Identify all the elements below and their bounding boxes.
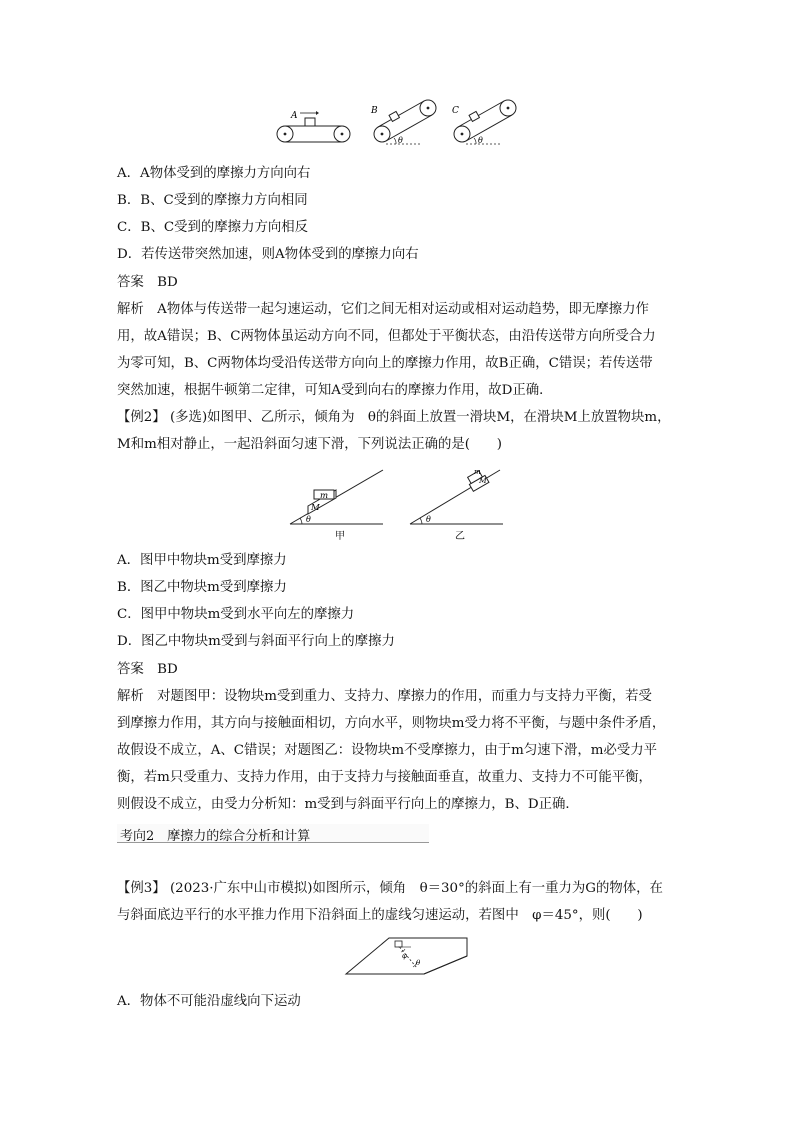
section-heading-text: 考向2 摩擦力的综合分析和计算 xyxy=(120,829,311,844)
ex2-stem-line-1: 【例2】 (多选)如图甲、乙所示，倾角为 θ的斜面上放置一滑块M，在滑块M上放置物块m， xyxy=(117,410,671,425)
ex2-stem-line-2: M和m相对静止，一起沿斜面匀速下滑，下列说法正确的是( ) xyxy=(117,437,503,452)
ex3-option-a: A．物体不可能沿虚线向下运动 xyxy=(117,994,301,1009)
ex2-analysis-line-1: 解析 对题图甲：设物块m受到重力、支持力、摩擦力的作用，而重力与支持力平衡，若受 xyxy=(117,689,652,704)
ex2-option-d: D．图乙中物块m受到与斜面平行向上的摩擦力 xyxy=(117,634,395,649)
ex2-analysis-line-4: 衡，若m只受重力、支持力作用，由于支持力与接触面垂直，故重力、支持力不可能平衡， xyxy=(117,770,652,785)
conveyor-figure xyxy=(270,96,530,148)
jia-caption: 甲 xyxy=(335,531,345,542)
q1-option-b: B．B、C受到的摩擦力方向相同 xyxy=(117,193,308,208)
ex2-option-c: C．图甲中物块m受到水平向左的摩擦力 xyxy=(117,607,355,622)
figure-yi xyxy=(410,468,503,542)
ex3-stem-line-1: 【例3】 (2023·广东中山市模拟)如图所示，倾角 θ＝30°的斜面上有一重力为G的物体，在 xyxy=(117,881,663,896)
q1-analysis-line-1: 解析 A物体与传送带一起匀速运动，它们之间无相对运动或相对运动趋势，即无摩擦力作 xyxy=(117,302,649,317)
ex3-stem-line-2: 与斜面底边平行的水平推力作用下沿斜面上的虚线匀速运动，若图中 φ＝45°，则( ) xyxy=(117,908,643,923)
q1-analysis-line-2: 用，故A错误；B、C两物体虽运动方向不同，但都处于平衡状态，由沿传送带方向所受合力 xyxy=(117,329,656,344)
ex2-option-b: B．图乙中物块m受到摩擦力 xyxy=(117,580,287,595)
yi-m: m xyxy=(474,468,481,476)
q1-analysis-line-4: 突然加速，根据牛顿第二定律，可知A受到向右的摩擦力作用，故D正确． xyxy=(117,383,553,398)
yi-big-m: M xyxy=(479,476,487,485)
ex2-analysis-line-3: 故假设不成立，A、C错误；对题图乙：设物块m不受摩擦力，由于m匀速下滑，m必受力平 xyxy=(117,743,658,758)
incline-block-figure xyxy=(285,460,510,542)
jia-big-m: M xyxy=(311,503,320,513)
ex2-analysis-line-5: 则假设不成立，由受力分析知：m受到与斜面平行向上的摩擦力，B、D正确． xyxy=(117,797,579,812)
theta-b: θ xyxy=(398,136,403,145)
ex2-option-a: A．图甲中物块m受到摩擦力 xyxy=(117,553,287,568)
ex2-answer: 答案 BD xyxy=(117,662,178,677)
yi-theta: θ xyxy=(426,515,431,524)
label-b: B xyxy=(371,106,378,116)
inclined-conveyor-b xyxy=(370,100,436,145)
wedge-figure xyxy=(343,930,473,978)
inclined-conveyor-c xyxy=(452,100,516,145)
wedge-theta: θ xyxy=(416,959,421,967)
ex2-analysis-line-2: 到摩擦力作用，其方向与接触面相切，方向水平，则物块m受力将不平衡，与题中条件矛盾， xyxy=(117,716,666,731)
label-c: C xyxy=(452,106,459,116)
q1-option-c: C．B、C受到的摩擦力方向相反 xyxy=(117,220,309,235)
horizontal-conveyor xyxy=(277,111,350,142)
q1-option-a: A．A物体受到的摩擦力方向向右 xyxy=(117,166,311,181)
jia-m: m xyxy=(320,491,329,501)
q1-answer: 答案 BD xyxy=(117,275,178,290)
jia-theta: θ xyxy=(306,515,311,524)
theta-c: θ xyxy=(478,136,483,145)
label-a: A xyxy=(291,111,298,121)
section-heading xyxy=(117,824,429,843)
q1-analysis-line-3: 为零可知，B、C两物体均受沿传送带方向向上的摩擦力作用，故B正确，C错误；若传送带 xyxy=(117,356,653,371)
q1-option-d: D．若传送带突然加速，则A物体受到的摩擦力向右 xyxy=(117,247,419,262)
yi-caption: 乙 xyxy=(455,531,465,542)
figure-jia xyxy=(290,470,383,542)
wedge-phi: φ xyxy=(402,952,407,960)
